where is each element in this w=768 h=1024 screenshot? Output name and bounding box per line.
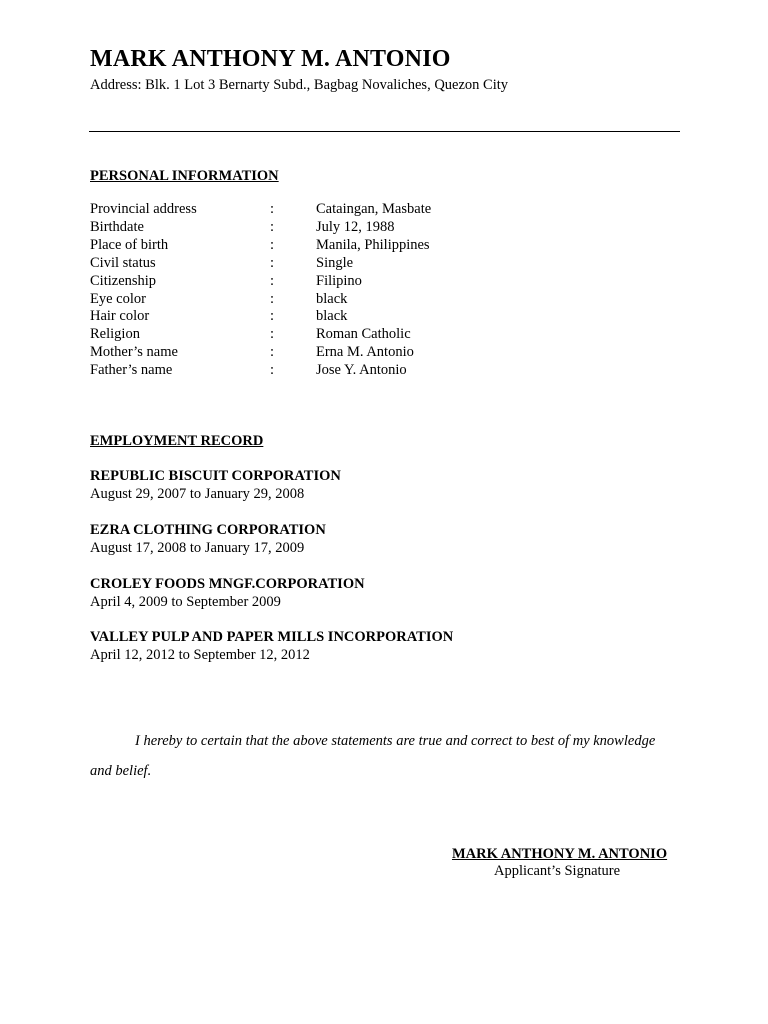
address-line: Address: Blk. 1 Lot 3 Bernarty Subd., Bagbag Novaliches, Quezon City — [90, 77, 509, 93]
employment-company: REPUBLIC BISCUIT CORPORATION — [90, 468, 341, 484]
info-separator: : — [270, 308, 275, 324]
info-label: Place of birth — [90, 237, 169, 253]
info-label: Mother’s name — [90, 344, 178, 360]
employment-dates: April 12, 2012 to September 12, 2012 — [90, 647, 310, 663]
employment-company: VALLEY PULP AND PAPER MILLS INCORPORATION — [90, 629, 454, 645]
info-row-civil-status — [90, 255, 590, 273]
info-row-fathers-name — [90, 362, 590, 380]
info-separator: : — [270, 219, 275, 235]
header-divider — [89, 131, 680, 132]
employment-company: CROLEY FOODS MNGF.CORPORATION — [90, 576, 365, 592]
info-value: Jose Y. Antonio — [316, 362, 407, 378]
employment-dates: April 4, 2009 to September 2009 — [90, 594, 281, 610]
info-label: Civil status — [90, 255, 156, 271]
info-row-mothers-name — [90, 344, 590, 362]
employment-dates: August 29, 2007 to January 29, 2008 — [90, 486, 305, 502]
info-value: Roman Catholic — [316, 326, 411, 342]
info-row-citizenship — [90, 273, 590, 291]
info-separator: : — [270, 344, 275, 360]
info-label: Religion — [90, 326, 140, 342]
info-value: black — [316, 308, 348, 324]
info-value: Single — [316, 255, 354, 271]
info-separator: : — [270, 201, 275, 217]
applicant-name-title: MARK ANTHONY M. ANTONIO — [90, 46, 451, 72]
personal-information-heading: PERSONAL INFORMATION — [90, 168, 279, 184]
info-row-religion — [90, 326, 590, 344]
info-label: Citizenship — [90, 273, 157, 289]
info-separator: : — [270, 291, 275, 307]
signature-caption: Applicant’s Signature — [494, 863, 621, 879]
info-separator: : — [270, 273, 275, 289]
declaration-line-1: I hereby to certain that the above statements are true and correct to best of my knowledge — [135, 733, 656, 749]
info-row-provincial-address — [90, 201, 590, 219]
info-row-place-of-birth — [90, 237, 590, 255]
info-row-birthdate — [90, 219, 590, 237]
info-label: Eye color — [90, 291, 146, 307]
employment-company: EZRA CLOTHING CORPORATION — [90, 522, 326, 538]
info-value: July 12, 1988 — [316, 219, 395, 235]
info-value: Erna M. Antonio — [316, 344, 414, 360]
info-separator: : — [270, 326, 275, 342]
info-label: Father’s name — [90, 362, 173, 378]
employment-dates: August 17, 2008 to January 17, 2009 — [90, 540, 305, 556]
declaration-line-2: and belief. — [90, 763, 152, 779]
info-value: Manila, Philippines — [316, 237, 430, 253]
employment-record-heading: EMPLOYMENT RECORD — [90, 433, 264, 449]
signature-name: MARK ANTHONY M. ANTONIO — [452, 846, 668, 862]
info-separator: : — [270, 362, 275, 378]
info-value: Cataingan, Masbate — [316, 201, 432, 217]
info-value: Filipino — [316, 273, 362, 289]
info-row-hair-color — [90, 308, 590, 326]
info-separator: : — [270, 255, 275, 271]
info-label: Hair color — [90, 308, 150, 324]
info-label: Provincial address — [90, 201, 197, 217]
info-value: black — [316, 291, 348, 307]
info-label: Birthdate — [90, 219, 144, 235]
info-separator: : — [270, 237, 275, 253]
info-row-eye-color — [90, 291, 590, 309]
